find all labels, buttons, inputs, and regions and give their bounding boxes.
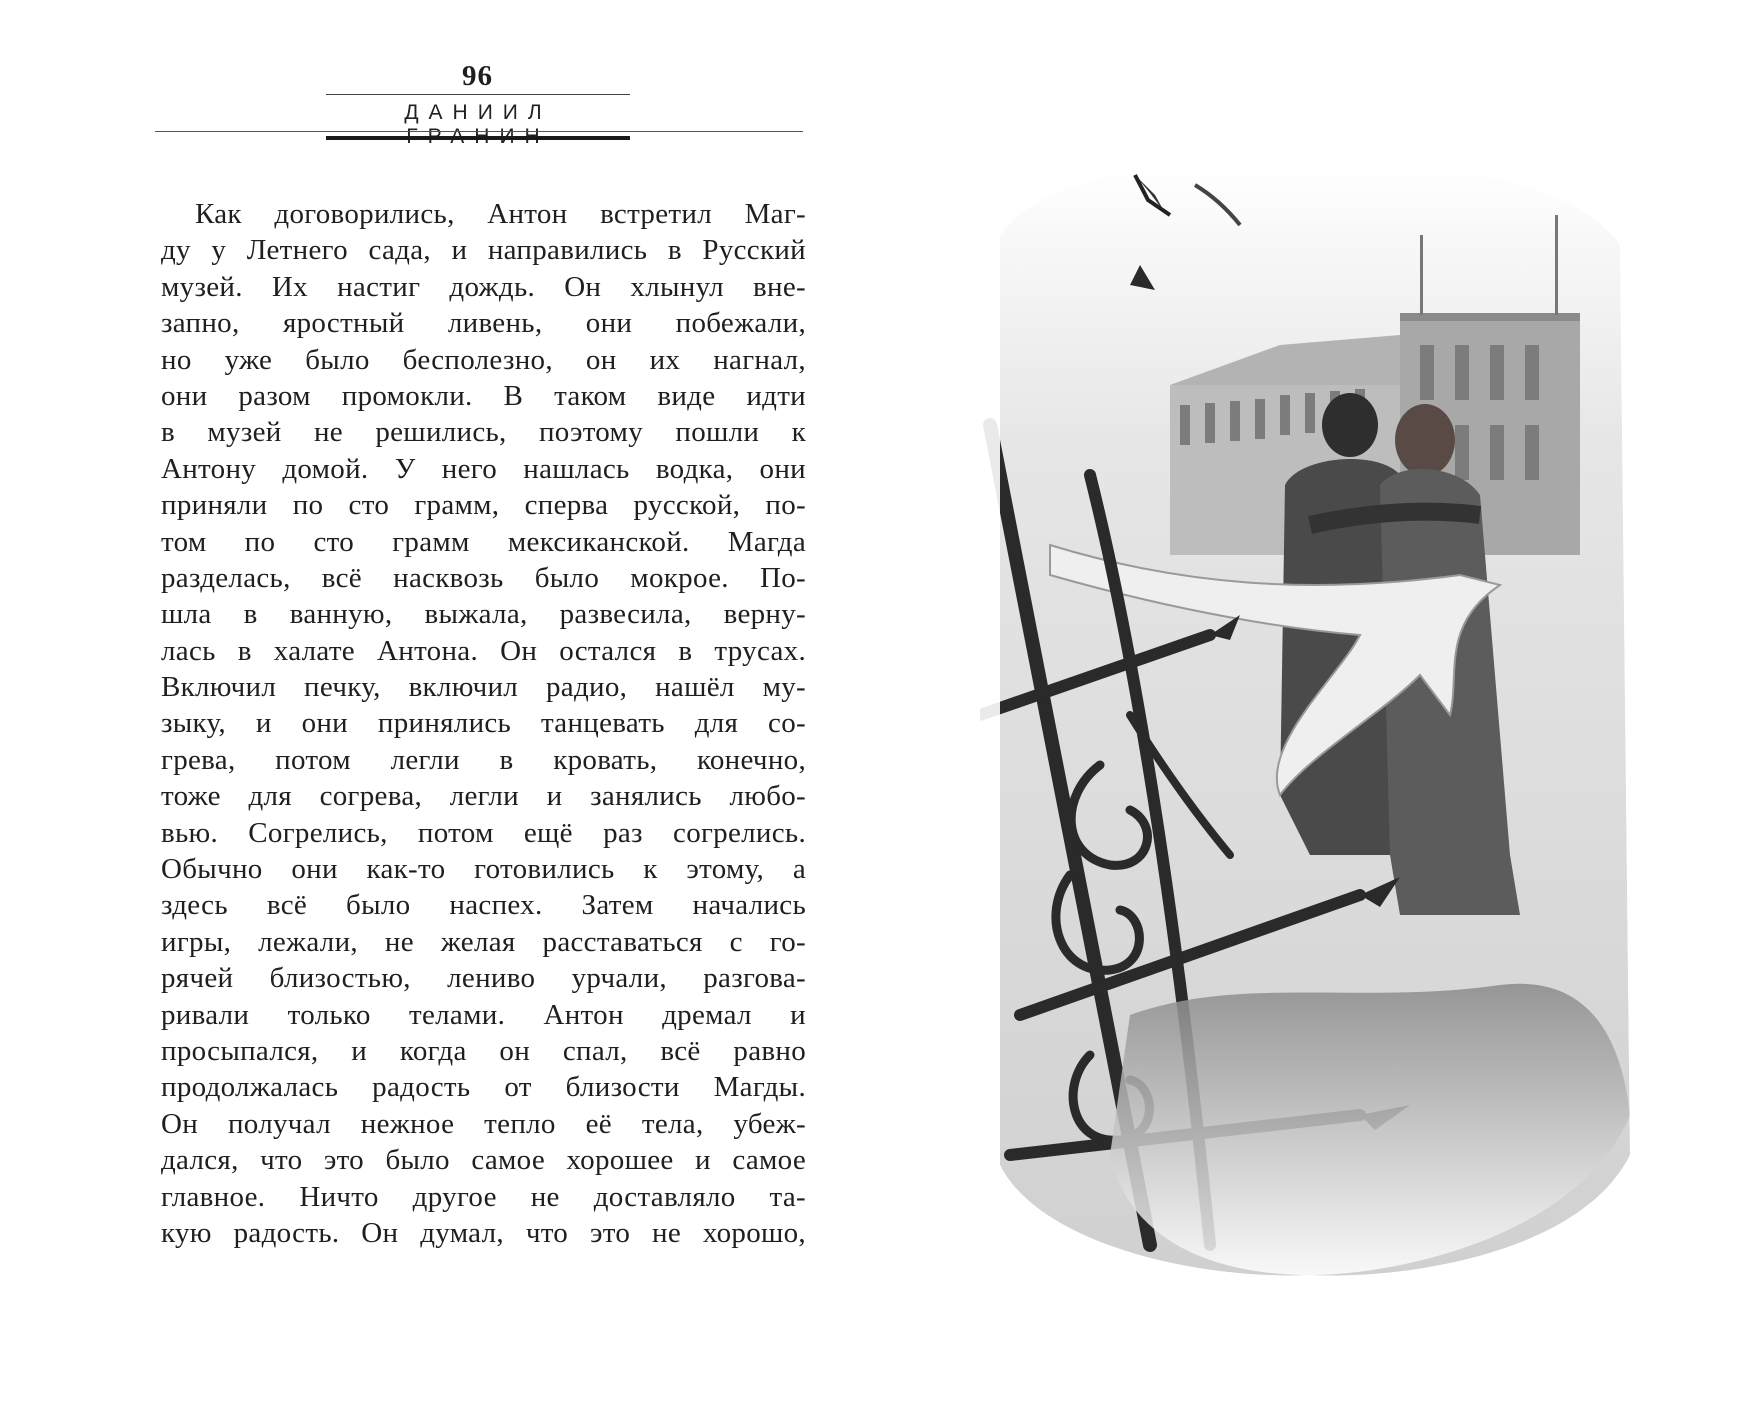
text-line: просыпался, и когда он спал, всё равно xyxy=(161,1034,806,1067)
text-line: шла в ванную, выжала, развесила, верну- xyxy=(161,598,806,631)
text-line: Антону домой. У него нашлась водка, они xyxy=(161,452,806,485)
header-rule-thin xyxy=(155,131,803,132)
couple-palace-fence-illustration-icon xyxy=(980,155,1640,1285)
header-rule-top xyxy=(326,94,630,95)
text-line: Включил печку, включил радио, нашёл му- xyxy=(161,671,806,704)
body-text xyxy=(161,196,806,1251)
text-line: в музей не решились, поэтому пошли к xyxy=(161,416,806,449)
text-line: разделась, всё насквозь было мокрое. По- xyxy=(161,561,806,594)
text-line: дался, что это было самое хорошее и самое xyxy=(161,1144,806,1177)
text-line: вью. Согрелись, потом ещё раз согрелись. xyxy=(161,816,806,849)
text-line: ду у Летнего сада, и направились в Русский xyxy=(161,234,806,267)
text-line: ривали только телами. Антон дремал и xyxy=(161,998,806,1031)
running-head-author: ДАНИИЛ xyxy=(404,101,552,124)
text-line: лась в халате Антона. Он остался в трусах. xyxy=(161,634,806,667)
header-rule-thick xyxy=(326,136,630,140)
text-line: они разом промокли. В таком виде идти xyxy=(161,379,806,412)
text-line: кую радость. Он думал, что это не хорошо, xyxy=(161,1216,806,1249)
text-line: продолжалась радость от близости Магды. xyxy=(161,1071,806,1104)
text-line: главное. Ничто другое не доставляло та- xyxy=(161,1180,806,1213)
text-line: Он получал нежное тепло её тела, убеж- xyxy=(161,1107,806,1140)
text-line: музей. Их настиг дождь. Он хлынул вне- xyxy=(161,270,806,303)
text-line: запно, яростный ливень, они побежали, xyxy=(161,307,806,340)
text-line: но уже было бесполезно, он их нагнал, xyxy=(161,343,806,376)
text-line: приняли по сто грамм, сперва русской, по- xyxy=(161,489,806,522)
text-line: здесь всё было наспех. Затем начались xyxy=(161,889,806,922)
page-number: 96 xyxy=(462,60,493,92)
text-line: игры, лежали, не желая расставаться с го- xyxy=(161,925,806,958)
text-line: рячей близостью, лениво урчали, разгова- xyxy=(161,962,806,995)
text-line: Обычно они как-то готовились к этому, а xyxy=(161,853,806,886)
text-line: грева, потом легли в кровать, конечно, xyxy=(161,743,806,776)
text-line: том по сто грамм мексиканской. Магда xyxy=(161,525,806,558)
text-line: Как договорились, Антон встретил Маг- xyxy=(195,198,806,230)
text-line: тоже для согрева, легли и занялись любо- xyxy=(161,780,806,813)
text-line: зыку, и они принялись танцевать для со- xyxy=(161,707,806,740)
